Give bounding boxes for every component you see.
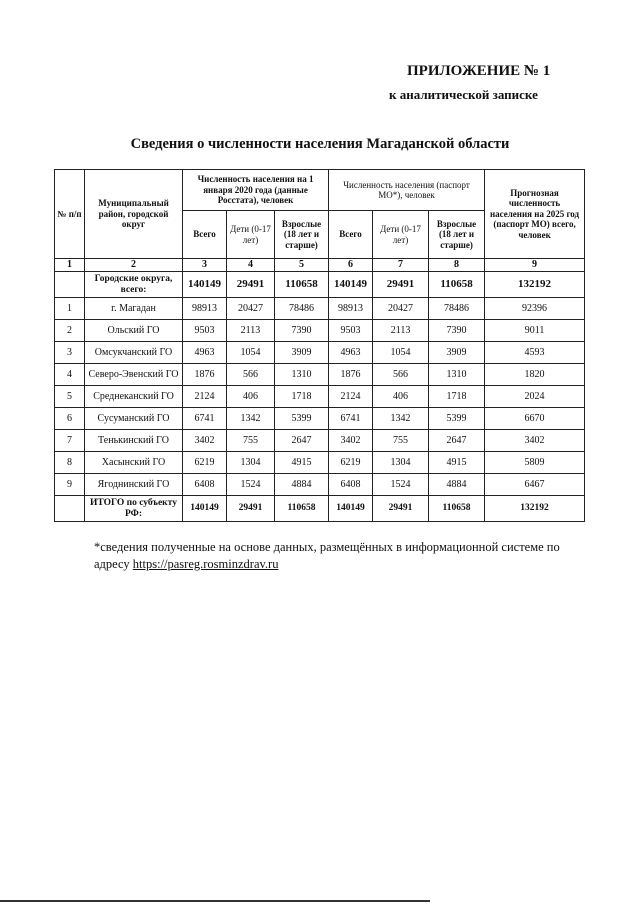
column-number-5: 5 xyxy=(275,259,329,272)
total-label: ИТОГО по субъекту РФ: xyxy=(85,496,183,522)
table-row xyxy=(55,452,585,474)
value-cell: 1524 xyxy=(373,474,429,496)
value-cell: 2113 xyxy=(227,320,275,342)
value-cell: 140149 xyxy=(183,272,227,298)
value-cell: 566 xyxy=(373,364,429,386)
value-cell: 29491 xyxy=(227,496,275,522)
column-number-4: 4 xyxy=(227,259,275,272)
value-cell: 1304 xyxy=(227,452,275,474)
value-cell: 1718 xyxy=(429,386,485,408)
column-number-6: 6 xyxy=(329,259,373,272)
district-name: Среднеканский ГО xyxy=(85,386,183,408)
value-cell: 4884 xyxy=(429,474,485,496)
summary-label: Городские округа, всего: xyxy=(85,272,183,298)
district-name: Омсукчанский ГО xyxy=(85,342,183,364)
value-cell: 4963 xyxy=(183,342,227,364)
value-cell: 3909 xyxy=(275,342,329,364)
district-name: Северо-Эвенский ГО xyxy=(85,364,183,386)
value-cell: 9503 xyxy=(329,320,373,342)
value-cell: 1054 xyxy=(227,342,275,364)
document-title: Сведения о численности населения Магаданской области xyxy=(130,136,510,152)
row-number: 7 xyxy=(55,430,85,452)
value-cell: 9503 xyxy=(183,320,227,342)
header-rosstat-adults: Взрослые (18 лет и старше) xyxy=(275,211,329,259)
value-cell: 406 xyxy=(227,386,275,408)
value-cell: 140149 xyxy=(329,272,373,298)
value-cell: 9011 xyxy=(485,320,585,342)
bottom-rule xyxy=(0,900,430,902)
row-number: 2 xyxy=(55,320,85,342)
table-row xyxy=(55,298,585,320)
value-cell: 5399 xyxy=(275,408,329,430)
appendix-subtitle: к аналитической записке xyxy=(389,87,538,102)
value-cell: 92396 xyxy=(485,298,585,320)
value-cell: 132192 xyxy=(485,272,585,298)
value-cell: 6741 xyxy=(329,408,373,430)
value-cell: 3909 xyxy=(429,342,485,364)
column-number-2: 2 xyxy=(85,259,183,272)
value-cell: 7390 xyxy=(275,320,329,342)
table-row xyxy=(55,474,585,496)
value-cell: 3402 xyxy=(485,430,585,452)
value-cell: 110658 xyxy=(275,496,329,522)
value-cell: 1310 xyxy=(429,364,485,386)
value-cell: 2024 xyxy=(485,386,585,408)
value-cell: 1342 xyxy=(227,408,275,430)
column-number-3: 3 xyxy=(183,259,227,272)
column-number-1: 1 xyxy=(55,259,85,272)
value-cell: 20427 xyxy=(227,298,275,320)
value-cell: 2124 xyxy=(183,386,227,408)
value-cell: 20427 xyxy=(373,298,429,320)
header-rosstat-children: Дети (0-17 лет) xyxy=(227,211,275,259)
value-cell: 6408 xyxy=(329,474,373,496)
row-number: 5 xyxy=(55,386,85,408)
value-cell: 3402 xyxy=(183,430,227,452)
appendix-title: ПРИЛОЖЕНИЕ № 1 xyxy=(407,63,551,79)
value-cell: 1524 xyxy=(227,474,275,496)
table-row xyxy=(55,430,585,452)
header-passport-children: Дети (0-17 лет) xyxy=(373,211,429,259)
district-name: Ягоднинский ГО xyxy=(85,474,183,496)
value-cell: 98913 xyxy=(183,298,227,320)
column-number-8: 8 xyxy=(429,259,485,272)
value-cell: 6219 xyxy=(183,452,227,474)
value-cell: 5399 xyxy=(429,408,485,430)
total-number-cell xyxy=(55,496,85,522)
row-number: 8 xyxy=(55,452,85,474)
value-cell: 6408 xyxy=(183,474,227,496)
value-cell: 4915 xyxy=(429,452,485,474)
row-number: 6 xyxy=(55,408,85,430)
header-rosstat-total: Всего xyxy=(183,211,227,259)
value-cell: 110658 xyxy=(429,496,485,522)
row-number: 9 xyxy=(55,474,85,496)
value-cell: 4593 xyxy=(485,342,585,364)
district-name: Хасынский ГО xyxy=(85,452,183,474)
district-name: Сусуманский ГО xyxy=(85,408,183,430)
value-cell: 5809 xyxy=(485,452,585,474)
value-cell: 755 xyxy=(373,430,429,452)
column-number-9: 9 xyxy=(485,259,585,272)
value-cell: 1310 xyxy=(275,364,329,386)
value-cell: 3402 xyxy=(329,430,373,452)
value-cell: 7390 xyxy=(429,320,485,342)
header-district: Муниципальный район, городской округ xyxy=(85,170,183,259)
value-cell: 1342 xyxy=(373,408,429,430)
value-cell: 1054 xyxy=(373,342,429,364)
header-forecast: Прогнозная численность населения на 2025 год (паспорт МО) всего, человек xyxy=(485,170,585,259)
footnote-text: *сведения полученные на основе данных, размещённых в информационной системе по адресу xyxy=(94,540,560,571)
column-number-row xyxy=(55,259,585,272)
row-number: 1 xyxy=(55,298,85,320)
footnote xyxy=(94,539,564,573)
value-cell: 29491 xyxy=(227,272,275,298)
table-row xyxy=(55,408,585,430)
summary-row xyxy=(55,272,585,298)
value-cell: 1718 xyxy=(275,386,329,408)
row-number: 3 xyxy=(55,342,85,364)
population-table xyxy=(54,169,585,522)
total-row xyxy=(55,496,585,522)
value-cell: 110658 xyxy=(275,272,329,298)
value-cell: 1876 xyxy=(329,364,373,386)
value-cell: 2647 xyxy=(429,430,485,452)
value-cell: 110658 xyxy=(429,272,485,298)
value-cell: 6741 xyxy=(183,408,227,430)
district-name: Ольский ГО xyxy=(85,320,183,342)
table-row xyxy=(55,320,585,342)
value-cell: 2113 xyxy=(373,320,429,342)
value-cell: 1820 xyxy=(485,364,585,386)
value-cell: 4884 xyxy=(275,474,329,496)
header-row-number: № п/п xyxy=(55,170,85,259)
value-cell: 4915 xyxy=(275,452,329,474)
value-cell: 132192 xyxy=(485,496,585,522)
row-number: 4 xyxy=(55,364,85,386)
table-row xyxy=(55,342,585,364)
footnote-link[interactable]: https://pasreg.rosminzdrav.ru xyxy=(132,557,279,571)
value-cell: 4963 xyxy=(329,342,373,364)
value-cell: 2647 xyxy=(275,430,329,452)
value-cell: 140149 xyxy=(329,496,373,522)
value-cell: 78486 xyxy=(429,298,485,320)
header-rosstat-group: Численность населения на 1 января 2020 года (данные Росстата), человек xyxy=(183,170,329,211)
value-cell: 6670 xyxy=(485,408,585,430)
value-cell: 29491 xyxy=(373,496,429,522)
value-cell: 29491 xyxy=(373,272,429,298)
summary-number-cell xyxy=(55,272,85,298)
value-cell: 2124 xyxy=(329,386,373,408)
table-row xyxy=(55,386,585,408)
header-passport-total: Всего xyxy=(329,211,373,259)
value-cell: 1304 xyxy=(373,452,429,474)
district-name: г. Магадан xyxy=(85,298,183,320)
header-passport-group: Численность населения (паспорт МО*), человек xyxy=(329,170,485,211)
value-cell: 98913 xyxy=(329,298,373,320)
value-cell: 6467 xyxy=(485,474,585,496)
column-number-7: 7 xyxy=(373,259,429,272)
table-row xyxy=(55,364,585,386)
district-name: Тенькинский ГО xyxy=(85,430,183,452)
value-cell: 755 xyxy=(227,430,275,452)
value-cell: 78486 xyxy=(275,298,329,320)
value-cell: 6219 xyxy=(329,452,373,474)
value-cell: 140149 xyxy=(183,496,227,522)
value-cell: 1876 xyxy=(183,364,227,386)
value-cell: 406 xyxy=(373,386,429,408)
header-passport-adults: Взрослые (18 лет и старше) xyxy=(429,211,485,259)
value-cell: 566 xyxy=(227,364,275,386)
